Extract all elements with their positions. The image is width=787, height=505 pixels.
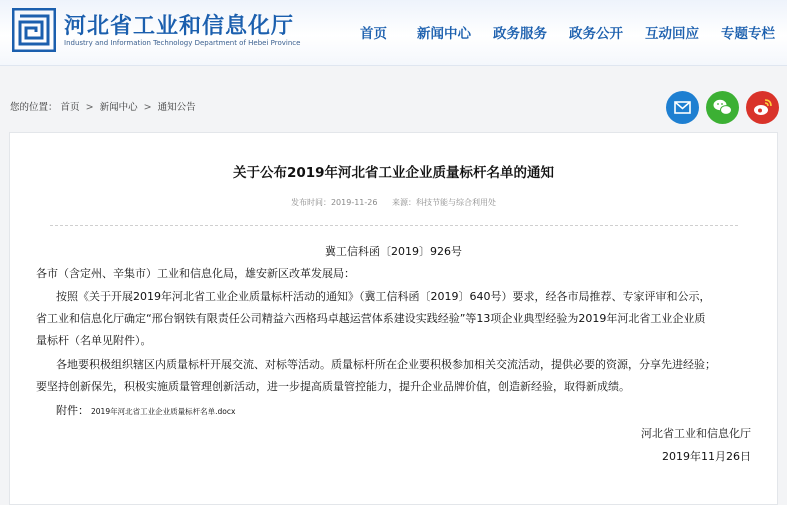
paragraph-2-line-2: 要坚持创新保先，积极实施质量管理创新活动，进一步提高质量管控能力，提升企业品牌价值，创造新经验，取得新成绩。 [36,380,630,393]
main-nav [360,22,787,42]
paragraph-1-line-1: 按照《关于开展2019年河北省工业企业质量标杆活动的通知》（冀工信科函〔2019〕640号）要求，经各市局推荐、专家评审和公示， [56,290,711,303]
paragraph-1-line-3: 量标杆（名单见附件）。 [36,334,152,347]
attachment-link[interactable]: 2019年河北省工业企业质量标杆名单.docx [91,407,236,416]
nav-topics[interactable]: 专题专栏 [721,26,775,42]
article-title: 关于公布2019年河北省工业企业质量标杆名单的通知 [232,165,555,181]
breadcrumb-notices[interactable]: 通知公告 [157,102,196,113]
publish-time: 发布时间：2019-11-26 [290,198,378,207]
attachment [56,402,235,418]
breadcrumb-separator: > [143,102,152,113]
site-logo-icon[interactable] [12,8,56,52]
salutation: 各市（含定州、辛集市）工业和信息化局，雄安新区改革发展局： [36,267,355,280]
breadcrumb-prefix: 您的位置： [10,102,58,113]
breadcrumb-home[interactable]: 首页 [60,102,80,113]
divider [50,225,738,226]
attachment-label: 附件： [56,404,89,417]
site-subtitle: Industry and Information Technology Department of Hebei Province [64,39,301,47]
email-icon [666,91,699,124]
issuer-signature: 河北省工业和信息化厅 [641,427,751,440]
nav-home[interactable]: 首页 [360,26,387,42]
site-header [0,0,787,66]
nav-public-info[interactable]: 政务公开 [569,26,623,42]
nav-services[interactable]: 政务服务 [493,26,547,42]
breadcrumb-news[interactable]: 新闻中心 [99,102,138,113]
article-meta [10,197,777,208]
paragraph-1-line-2: 省工业和信息化厅确定“邢台钢铁有限责任公司精益六西格玛卓越运营体系建设实践经验”等13项企业典型经验为2019年河北省工业企业质 [36,312,706,325]
share-weibo-button[interactable] [746,91,779,124]
weibo-icon [746,91,779,124]
breadcrumb [10,99,199,113]
document-number: 冀工信科函〔2019〕926号 [325,245,462,258]
share-wechat-button[interactable] [706,91,739,124]
nav-interaction[interactable]: 互动回应 [645,26,699,42]
wechat-icon [706,91,739,124]
breadcrumb-separator: > [85,102,94,113]
article-panel [9,132,778,505]
share-email-button[interactable] [666,91,699,124]
article-source: 来源：科技节能与综合利用处 [392,198,497,207]
nav-news[interactable]: 新闻中心 [417,26,471,42]
paragraph-2-line-1: 各地要积极组织辖区内质量标杆开展交流、对标等活动。质量标杆所在企业要积极参加相关交流活动，提供必要的资源，分享先进经验； [56,358,716,371]
site-title[interactable]: 河北省工业和信息化厅 [64,14,295,39]
issue-date: 2019年11月26日 [662,450,751,463]
